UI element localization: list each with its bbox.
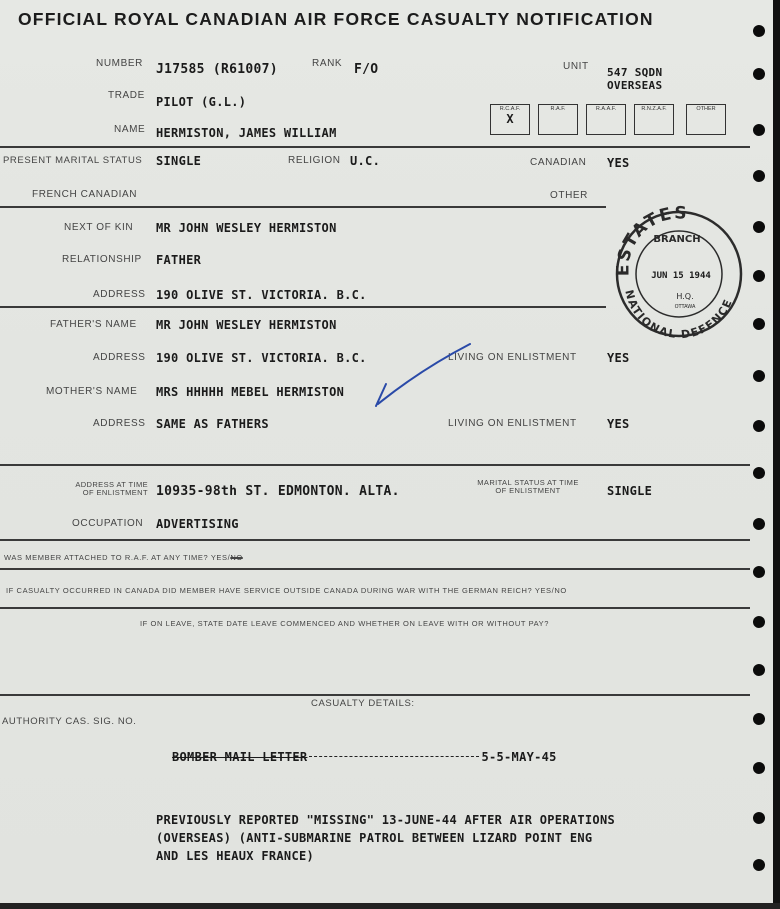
nok-address-value: 190 OLIVE ST. VICTORIA. B.C. [156,288,367,302]
page-edge [773,0,780,909]
other-label: OTHER [550,190,588,201]
punch-hole [753,518,765,530]
punch-hole [753,318,765,330]
divider [0,306,606,308]
mother-address-label: ADDRESS [93,418,146,429]
religion-value: U.C. [350,154,381,168]
svg-text:H.Q.: H.Q. [676,292,694,301]
father-address-label: ADDRESS [93,352,146,363]
enlistment-marital-label: MARITAL STATUS AT TIME OF ENLISTMENT [477,478,579,495]
casualty-in-canada-question: IF CASUALTY OCCURRED IN CANADA DID MEMBER HAVE SERVICE OUTSIDE CANADA DURING WAR WITH THE GERMAN REICH? YES/NO [6,586,567,595]
svg-text:OTTAWA: OTTAWA [674,304,696,310]
father-living-value: YES [607,351,630,365]
number-value: J17585 (R61007) [156,62,278,77]
unit-label: UNIT [563,61,589,72]
casualty-details-line: PREVIOUSLY REPORTED "MISSING" 13-JUNE-44 AFTER AIR OPERATIONS [156,813,616,827]
punch-hole [753,664,765,676]
divider [0,568,750,570]
punch-hole [753,713,765,725]
fathers-name-value: MR JOHN WESLEY HERMISTON [156,318,337,332]
name-value: HERMISTON, JAMES WILLIAM [156,126,337,140]
enlistment-address-label: ADDRESS AT TIME OF ENLISTMENT [75,480,148,497]
punch-hole [753,270,765,282]
punch-hole [753,25,765,37]
fathers-name-label: FATHER'S NAME [50,319,137,330]
number-label: NUMBER [96,58,143,69]
divider [0,206,606,208]
punch-hole [753,812,765,824]
punch-hole [753,859,765,871]
service-box-raaf: R.A.A.F. [586,104,626,135]
divider [0,464,750,466]
svg-text:BRANCH: BRANCH [653,234,701,245]
estates-branch-stamp [607,204,747,342]
divider [0,607,750,609]
trade-value: PILOT (G.L.) [156,95,247,109]
casualty-source: BOMBER MAIL LETTER 5-5-MAY-45 [172,750,557,764]
enlistment-address-value: 10935-98th ST. EDMONTON. ALTA. [156,484,400,499]
punch-hole [753,616,765,628]
punch-hole [753,467,765,479]
on-leave-question: IF ON LEAVE, STATE DATE LEAVE COMMENCED AND WHETHER ON LEAVE WITH OR WITHOUT PAY? [140,619,550,628]
casualty-details-line: (OVERSEAS) (ANTI-SUBMARINE PATROL BETWEEN LIZARD POINT ENG [156,831,593,845]
mother-living-label: LIVING ON ENLISTMENT [448,418,577,429]
rank-value: F/O [354,62,379,77]
rank-label: RANK [312,58,343,69]
divider [0,694,750,696]
trade-label: TRADE [108,90,145,101]
punch-hole [753,762,765,774]
relationship-value: FATHER [156,253,202,267]
punch-hole [753,566,765,578]
punch-hole [753,420,765,432]
divider [0,146,750,148]
service-box-raf: R.A.F. [538,104,578,135]
enlistment-marital-value: SINGLE [607,484,653,498]
marital-status-label: PRESENT MARITAL STATUS [3,155,143,166]
next-of-kin-label: NEXT OF KIN [64,222,134,233]
casualty-details-label: CASUALTY DETAILS: [311,698,415,709]
mothers-name-label: MOTHER'S NAME [46,386,138,397]
mother-living-value: YES [607,417,630,431]
religion-label: RELIGION [288,155,341,166]
check-mark-icon [370,340,480,412]
father-address-value: 190 OLIVE ST. VICTORIA. B.C. [156,351,367,365]
service-box-rcaf-mark: X [506,112,514,126]
svg-text:ESTATES: ESTATES [613,204,689,277]
punch-hole [753,370,765,382]
marital-status-value: SINGLE [156,154,202,168]
punch-hole [753,170,765,182]
page-edge [0,903,780,909]
canadian-value: YES [607,156,630,170]
mother-address-value: SAME AS FATHERS [156,417,269,431]
punch-hole [753,68,765,80]
occupation-value: ADVERTISING [156,517,239,531]
service-box-other: OTHER [686,104,726,135]
punch-hole [753,124,765,136]
casualty-details-line: AND LES HEAUX FRANCE) [156,849,315,863]
service-box-rcaf: R.C.A.F. X [490,104,530,135]
svg-text:NATIONAL DEFENCE: NATIONAL DEFENCE [622,288,736,342]
svg-text:JUN 15 1944: JUN 15 1944 [651,271,711,281]
unit-value-line1: 547 SQDN [607,66,663,79]
form-title: OFFICIAL ROYAL CANADIAN AIR FORCE CASUALTY NOTIFICATION [18,9,654,29]
french-canadian-label: FRENCH CANADIAN [32,189,138,200]
unit-value-line2: OVERSEAS [607,79,663,92]
occupation-label: OCCUPATION [72,518,144,529]
service-box-rnzaf: R.N.Z.A.F. [634,104,674,135]
raf-attached-question: WAS MEMBER ATTACHED TO R.A.F. AT ANY TIME? YES/NO [4,553,243,562]
name-label: NAME [114,124,146,135]
nok-address-label: ADDRESS [93,289,146,300]
authority-label: AUTHORITY CAS. SIG. NO. [2,716,137,727]
next-of-kin-value: MR JOHN WESLEY HERMISTON [156,221,337,235]
canadian-label: CANADIAN [530,157,587,168]
punch-hole [753,221,765,233]
relationship-label: RELATIONSHIP [62,254,142,265]
mothers-name-value: MRS HHHHH MEBEL HERMISTON [156,385,345,399]
divider [0,539,750,541]
father-living-label: LIVING ON ENLISTMENT [448,352,577,363]
